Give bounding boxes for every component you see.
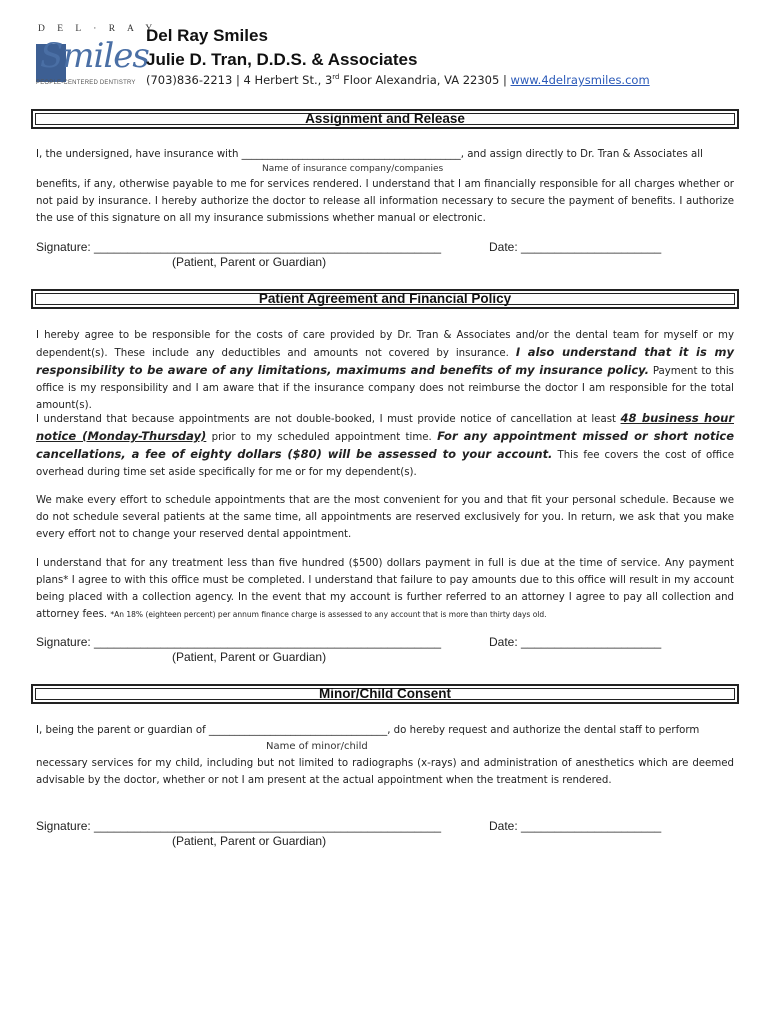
separator-2: |	[499, 73, 511, 87]
assignment-body: benefits, if any, otherwise payable to me for services rendered. I understand that I am financially responsible for all charges whether or not paid by insurance. I hereby authorize the doctor to release all information necessary to secure the payment of benefits. I authorize the use of this signature on all my insurance submissions whether manual or electronic.	[36, 179, 734, 224]
agreement-paragraph-2	[36, 410, 734, 481]
agreement-section-header	[31, 289, 739, 309]
assignment-title: Assignment and Release	[305, 111, 465, 126]
address-part-1: 4 Herbert St., 3	[243, 73, 333, 87]
separator-1: |	[232, 73, 244, 87]
insurance-name-caption: Name of insurance company/companies	[262, 164, 444, 174]
agreement-paragraph-1	[36, 327, 734, 414]
practice-logo	[34, 24, 158, 96]
agreement-p1-text-2: Payment to this office is my responsibility and I am aware that if the insurance company does not reimburse the doctor I am responsible for the total amount(s).	[36, 366, 734, 411]
address-part-2: Floor Alexandria, VA 22305	[339, 73, 500, 87]
agreement-p4-text: I understand that for any treatment less than five hundred ($500) dollars payment in full is due at the time of service. Any payment plans* I agree to with this office must be completed. I understand that failure to pay amounts due to this office will result in my account being placed with a collection agency. In the event that my account is further referred to an attorney I agree to pay all collection and attorney fees.	[36, 558, 734, 620]
agreement-paragraph-4	[36, 555, 734, 623]
logo-script-word: Smiles	[40, 36, 149, 76]
website-link[interactable]: www.4delraysmiles.com	[510, 73, 650, 87]
minor-signer-caption: (Patient, Parent or Guardian)	[172, 834, 327, 848]
contact-line	[146, 73, 650, 87]
logo-top-text: D E L · R A Y	[38, 24, 158, 34]
agreement-date-field[interactable]: Date: _____________________	[489, 635, 662, 649]
assignment-signature-field[interactable]: Signature: ____________________________________________________	[36, 240, 442, 254]
finance-charge-note: *An 18% (eighteen percent) per annum finance charge is assessed to any account that is more than thirty days old.	[110, 610, 547, 619]
logo-tagline: PEOPLE-CENTERED DENTISTRY	[36, 80, 136, 86]
minor-title: Minor/Child Consent	[319, 686, 451, 701]
notice-requirement: 48 business hour notice (Monday-Thursday)	[36, 411, 734, 443]
address-superscript: rd	[332, 73, 340, 82]
minor-body: necessary services for my child, including but not limited to radiographs (x-rays) and administration of anesthetics which are deemed advisable by the doctor, whether or not I am present at the actual appointment when the treatment is rendered.	[36, 758, 734, 786]
assignment-signer-caption: (Patient, Parent or Guardian)	[172, 255, 327, 269]
agreement-p1-text: I hereby agree to be responsible for the costs of care provided by Dr. Tran & Associates and/or the dental team for myself or my dependent(s). These include any deductibles and amounts not covered by insurance.	[36, 330, 734, 359]
assignment-line1: I, the undersigned, have insurance with ___________________________________________, and assign directly to Dr. Tran & Associates all	[36, 149, 703, 160]
minor-name-caption: Name of minor/child	[266, 741, 368, 752]
minor-section-header	[31, 684, 739, 704]
minor-line1: I, being the parent or guardian of ___________________________________, do hereby request and authorize the dental staff to perform	[36, 725, 700, 736]
phone: (703)836-2213	[146, 73, 233, 87]
assignment-date-field[interactable]: Date: _____________________	[489, 240, 662, 254]
agreement-signer-caption: (Patient, Parent or Guardian)	[172, 650, 327, 664]
assignment-section-header	[31, 109, 739, 129]
agreement-p2-text-2: prior to my scheduled appointment time.	[206, 432, 438, 443]
missed-appointment-fee: For any appointment missed or short notice cancellations, a fee of eighty dollars ($80) will be assessed to your account.	[36, 429, 735, 461]
agreement-p1-emphasis: I also understand that it is my responsibility to be aware of any limitations, maximums and benefits of my insurance policy.	[36, 345, 734, 377]
agreement-title: Patient Agreement and Financial Policy	[258, 291, 512, 306]
agreement-paragraph-3: We make every effort to schedule appointments that are the most convenient for you and that fit your personal schedule. Because we do not schedule several patients at the same time, all appointments are reserved exclusively for you. In return, we ask that you make every effort not to change your reserved dental appointment.	[36, 495, 734, 540]
agreement-signature-field[interactable]: Signature: ____________________________________________________	[36, 635, 442, 649]
agreement-p2-text-3: This fee covers the cost of office overhead during time set aside specifically for me or for my dependent(s).	[36, 450, 734, 478]
minor-date-field[interactable]: Date: _____________________	[489, 819, 662, 833]
minor-signature-field[interactable]: Signature: ____________________________________________________	[36, 819, 442, 833]
agreement-p2-text: I understand that because appointments are not double-booked, I must provide notice of cancellation at least	[36, 414, 621, 425]
doctor-name: Julie D. Tran, D.D.S. & Associates	[146, 50, 418, 69]
practice-name: Del Ray Smiles	[146, 26, 268, 45]
logo-script-text	[40, 36, 149, 76]
